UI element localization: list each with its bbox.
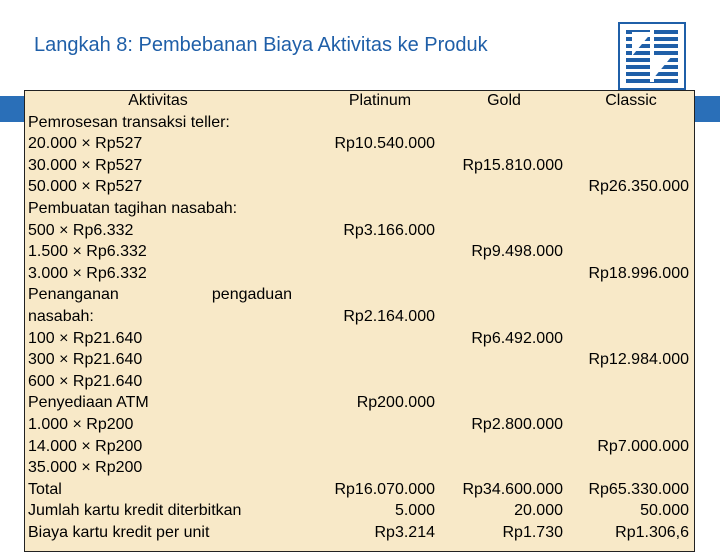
table-row xyxy=(24,500,693,522)
table-header-row xyxy=(24,90,693,112)
table-row xyxy=(24,220,693,242)
activity-cell: 50.000 × Rp527 xyxy=(28,178,143,196)
platinum-cell: Rp10.540.000 xyxy=(334,135,435,153)
header-platinum: Platinum xyxy=(348,92,412,109)
platinum-cell: Rp2.164.000 xyxy=(343,308,435,325)
table-row xyxy=(24,392,693,414)
page-title: Langkah 8: Pembebanan Biaya Aktivitas ke Produk xyxy=(34,34,488,56)
table-row xyxy=(24,328,693,350)
gold-cell: Rp15.810.000 xyxy=(462,156,563,174)
table-row xyxy=(24,457,693,479)
activity-cell: Pemrosesan transaksi teller: xyxy=(28,113,230,131)
classic-cell: Rp65.330.000 xyxy=(588,480,689,498)
activity-cell: 1.500 × Rp6.332 xyxy=(28,243,147,261)
table-row xyxy=(24,155,693,177)
activity-cell: 3.000 × Rp6.332 xyxy=(28,264,147,282)
table-row xyxy=(24,241,693,263)
activity-cell xyxy=(28,284,292,306)
activity-word: pengaduan xyxy=(211,286,292,304)
classic-cell: Rp1.306,6 xyxy=(615,524,689,541)
gold-cell: Rp1.730 xyxy=(502,524,563,541)
gold-cell: Rp2.800.000 xyxy=(471,416,563,433)
gold-cell: Rp9.498.000 xyxy=(471,243,563,261)
activity-cell: 1.000 × Rp200 xyxy=(28,416,134,433)
table-row xyxy=(24,371,693,393)
table-row xyxy=(24,133,693,155)
classic-cell: 50.000 xyxy=(640,502,689,520)
table-row xyxy=(24,263,693,285)
activity-cell: Jumlah kartu kredit diterbitkan xyxy=(28,502,242,520)
activity-cell: 100 × Rp21.640 xyxy=(28,329,143,347)
activity-cell: 14.000 × Rp200 xyxy=(28,437,143,455)
header-gold: Gold xyxy=(487,92,521,109)
table-row xyxy=(24,176,693,198)
activity-cell: nasabah: xyxy=(28,308,94,325)
table-row xyxy=(24,198,693,220)
table-row xyxy=(24,284,693,306)
classic-cell: Rp18.996.000 xyxy=(588,264,689,282)
gold-cell: Rp34.600.000 xyxy=(462,480,563,498)
platinum-cell: Rp200.000 xyxy=(356,394,435,412)
header-aktivitas: Aktivitas xyxy=(128,92,188,109)
classic-cell: Rp7.000.000 xyxy=(597,437,689,455)
table-row xyxy=(24,522,693,544)
classic-cell: Rp26.350.000 xyxy=(588,178,689,196)
activity-word: Penanganan xyxy=(28,286,119,304)
activity-cell: 30.000 × Rp527 xyxy=(28,156,143,174)
activity-cell: Biaya kartu kredit per unit xyxy=(28,524,210,541)
platinum-cell: Rp3.166.000 xyxy=(343,221,435,239)
classic-cell: Rp12.984.000 xyxy=(588,351,689,369)
platinum-cell: Rp16.070.000 xyxy=(334,480,435,498)
platinum-cell: 5.000 xyxy=(394,502,435,520)
activity-cell: Pembuatan tagihan nasabah: xyxy=(28,200,238,217)
table-row xyxy=(24,414,693,436)
gold-cell: Rp6.492.000 xyxy=(471,329,563,347)
activity-cell: 600 × Rp21.640 xyxy=(28,372,143,390)
platinum-cell: Rp3.214 xyxy=(374,524,435,541)
activity-cell: 20.000 × Rp527 xyxy=(28,135,143,153)
activity-cell: 500 × Rp6.332 xyxy=(28,221,134,239)
table-row xyxy=(24,479,693,501)
table-row xyxy=(24,112,693,134)
table-row xyxy=(24,349,693,371)
table-row xyxy=(24,436,693,458)
gold-cell: 20.000 xyxy=(514,502,563,520)
activity-cell: 300 × Rp21.640 xyxy=(28,351,143,369)
activity-cell: 35.000 × Rp200 xyxy=(28,459,143,477)
activity-cell: Penyediaan ATM xyxy=(28,394,149,412)
header-classic: Classic xyxy=(605,92,657,109)
company-logo-icon xyxy=(618,22,686,90)
table-row xyxy=(24,306,693,328)
activity-cell: Total xyxy=(28,480,62,498)
